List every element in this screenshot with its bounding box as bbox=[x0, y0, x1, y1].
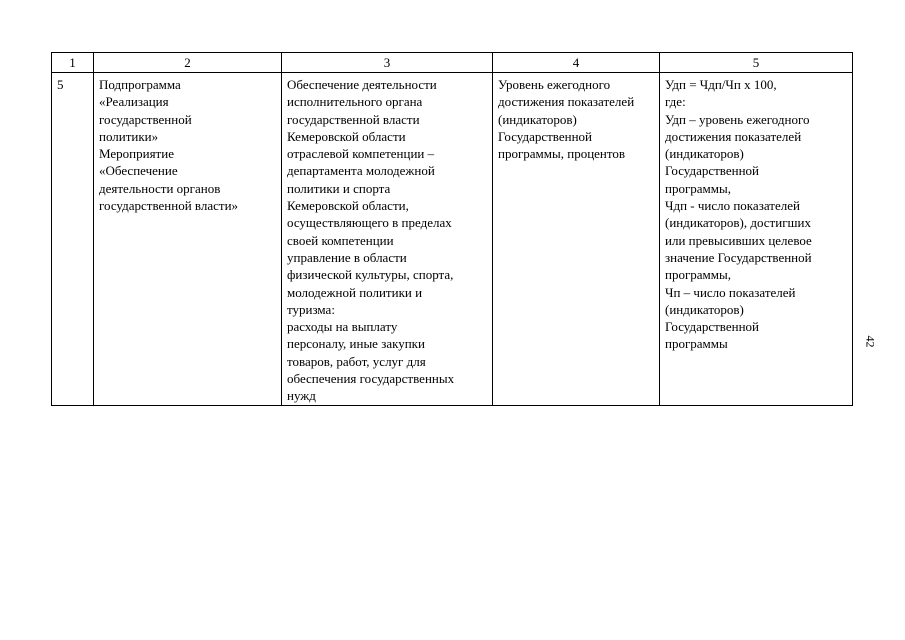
header-cell-3: 3 bbox=[282, 53, 493, 73]
indicator-name-cell: Уровень ежегодного достижения показателей (индикаторов) Государственной программы, процентов bbox=[493, 73, 660, 406]
indicator-table bbox=[51, 52, 853, 406]
formula-cell: Удп = Чдп/Чп х 100, где: Удп – уровень ежегодного достижения показателей (индикаторов) Государственной программы, Чдп - число показателей (индикаторов), достигших или превысивших целевое значение Государственной программы, Чп – число показателей (индикаторов) Государственной программы bbox=[660, 73, 853, 406]
header-cell-4: 4 bbox=[493, 53, 660, 73]
table-header-row bbox=[52, 53, 853, 73]
header-cell-5: 5 bbox=[660, 53, 853, 73]
page-number: 42 bbox=[863, 335, 878, 348]
table-row bbox=[52, 73, 853, 406]
row-number-cell: 5 bbox=[52, 73, 94, 406]
header-cell-2: 2 bbox=[94, 53, 282, 73]
program-event-cell: Подпрограмма «Реализация государственной политики» Мероприятие «Обеспечение деятельности органов государственной власти» bbox=[94, 73, 282, 406]
header-cell-1: 1 bbox=[52, 53, 94, 73]
description-cell: Обеспечение деятельности исполнительного органа государственной власти Кемеровской области отраслевой компетенции – департамента молодежной политики и спорта Кемеровской области, осуществляющего в пределах своей компетенции управление в области физической культуры, спорта, молодежной политики и туризма: расходы на выплату персоналу, иные закупки товаров, работ, услуг для обеспечения государственных нужд bbox=[282, 73, 493, 406]
